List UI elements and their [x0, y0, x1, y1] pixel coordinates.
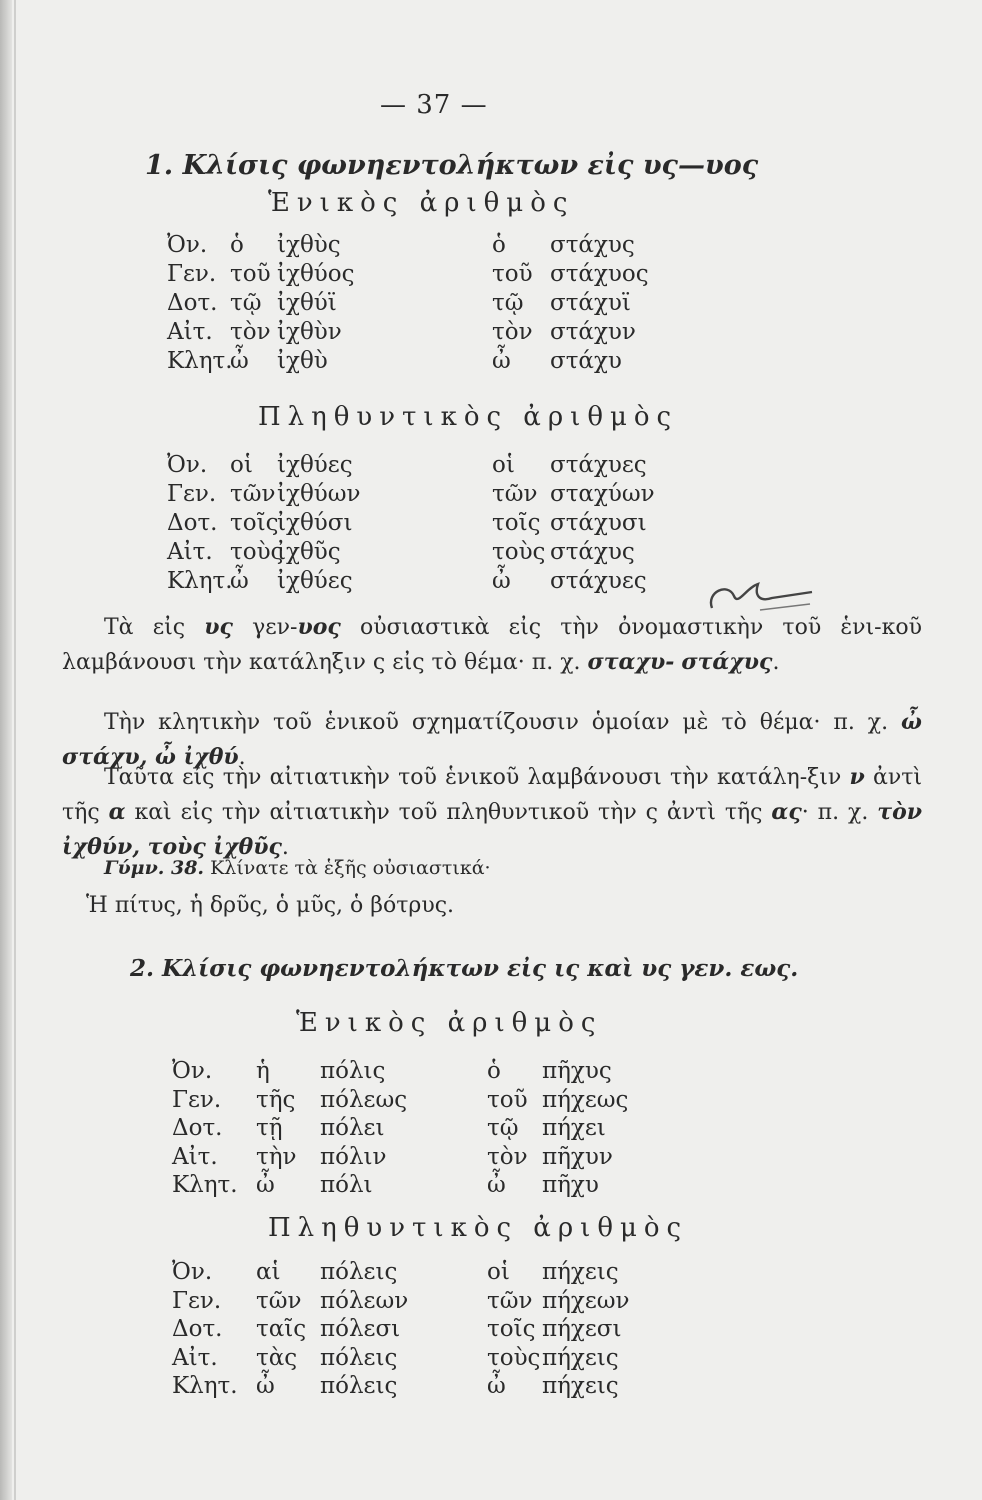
cell-word2: πήχεις: [542, 1373, 619, 1399]
cell-art2: τοὺς: [487, 1344, 541, 1371]
p1-text-6: .: [772, 650, 780, 675]
cell-art2: τοῖς: [492, 510, 541, 536]
cell-art1: ὦ: [230, 568, 249, 594]
cell-word1: ἰχθύες: [277, 452, 353, 478]
page-margin-line: [14, 0, 16, 1500]
section2-plural-title: Πληθυντικὸς ἀριθμὸς: [268, 1213, 689, 1243]
cell-word1: πόλεις: [320, 1259, 398, 1285]
p3-bold-3: ας: [771, 799, 802, 825]
p3-bold-4: τὸν ἰχθύν, τοὺς ἰχθῦς: [62, 799, 923, 860]
cell-art1: ἡ: [256, 1058, 270, 1084]
cell-art1: τοῖς: [230, 510, 279, 536]
cell-art1: ὁ: [230, 232, 244, 258]
cell-case: Ὀν.: [167, 452, 208, 478]
cell-art1: τῆς: [256, 1086, 296, 1113]
section2-heading: 2. Κλίσις φωνηεντολήκτων εἰς ις καὶ υς γεν. εως.: [130, 955, 799, 982]
cell-art2: τοὺς: [492, 539, 546, 565]
cell-case: Γεν.: [172, 1287, 222, 1314]
cell-word2: στάχυς: [550, 539, 635, 565]
cell-art2: ὦ: [492, 348, 511, 374]
cell-word2: πήχεις: [542, 1259, 619, 1285]
cell-word1: ἰχθὺς: [277, 232, 341, 258]
cell-art2: ὁ: [487, 1058, 501, 1084]
cell-art2: τῷ: [487, 1115, 519, 1141]
cell-case: Γεν.: [167, 261, 217, 287]
cell-case: Δοτ.: [172, 1115, 223, 1141]
cell-art1: ὦ: [256, 1373, 275, 1399]
cell-case: Κλητ.: [167, 348, 233, 374]
cell-art1: ταῖς: [256, 1316, 307, 1342]
cell-art2: ὁ: [492, 232, 506, 258]
cell-case: Κλητ.: [167, 568, 233, 594]
cell-art2: οἱ: [492, 452, 515, 478]
p1-bold-1: υς: [204, 614, 233, 640]
cell-case: Κλητ.: [172, 1373, 238, 1399]
cell-art2: ὦ: [492, 568, 511, 594]
cell-art2: τοῦ: [492, 261, 533, 287]
cell-word2: πήχεις: [542, 1344, 619, 1371]
cell-word2: στάχυσι: [550, 510, 647, 536]
cell-word1: ἰχθύσι: [277, 510, 353, 536]
p2-text-1: Τὴν κλητικὴν τοῦ ἑνικοῦ σχηματίζουσιν ὁμοίαν μὲ τὸ θέμα· π. χ.: [104, 710, 902, 735]
cell-word2: στάχυες: [550, 452, 647, 478]
cell-word2: πῆχυν: [542, 1143, 613, 1170]
cell-word2: πῆχυ: [542, 1172, 599, 1198]
cell-word2: στάχυες: [550, 568, 647, 594]
cell-art2: ὦ: [487, 1373, 506, 1399]
cell-art2: τῶν: [487, 1287, 533, 1314]
cell-art1: τῷ: [230, 290, 262, 316]
p1-bold-2: υος: [297, 614, 341, 640]
cell-case: Αἰτ.: [172, 1143, 218, 1170]
p3-text-2: ἀντὶ τῆς: [62, 765, 922, 825]
cell-art1: τοὺς: [230, 539, 284, 565]
exercise-words: Ἡ πίτυς, ἡ δρῦς, ὁ μῦς, ὁ βότρυς.: [86, 893, 455, 918]
cell-art1: ὦ: [256, 1172, 275, 1198]
cell-word2: στάχυν: [550, 319, 636, 345]
cell-word1: πόλεσι: [320, 1316, 401, 1342]
p3-text-7: .: [281, 835, 289, 860]
cell-case: Αἰτ.: [172, 1344, 218, 1371]
paragraph-1: [62, 610, 922, 680]
page-number: — 37 —: [380, 90, 488, 120]
p2-bold-1: ὦ στάχυ, ὦ ἰχθύ: [62, 709, 922, 770]
cell-art1: τοῦ: [230, 261, 271, 287]
cell-art2: τὸν: [487, 1143, 528, 1170]
cell-art2: οἱ: [487, 1259, 510, 1285]
paragraph-3: [62, 760, 922, 865]
p1-text-5: εἰς τὸ θέμα· π. χ.: [385, 650, 588, 675]
cell-word1: ἰχθύων: [277, 481, 361, 507]
p3-text-4: ς: [645, 800, 658, 825]
p3-bold-1: ν: [849, 764, 865, 790]
cell-art1: τὰς: [256, 1344, 298, 1371]
cell-word1: πόλεις: [320, 1344, 398, 1371]
section1-plural-title: Πληθυντικὸς ἀριθμὸς: [258, 402, 679, 432]
cell-art1: οἱ: [230, 452, 253, 478]
cell-word2: πήχεως: [542, 1086, 629, 1113]
p1-text-4: ς: [372, 650, 386, 675]
cell-case: Γεν.: [167, 481, 217, 507]
cell-word2: στάχυ: [550, 348, 622, 374]
cell-word2: πήχει: [542, 1115, 606, 1141]
cell-art2: ὦ: [487, 1172, 506, 1198]
cell-art2: τὸν: [492, 319, 533, 345]
exercise-instruction: Κλίνατε τὰ ἑξῆς οὐσιαστικά·: [204, 857, 491, 879]
cell-art1: τῶν: [230, 481, 276, 507]
exercise-line: [104, 857, 491, 879]
cell-case: Ὀν.: [172, 1058, 213, 1084]
cell-word2: στάχυος: [550, 261, 649, 287]
p1-text-1: Τὰ εἰς: [104, 615, 205, 640]
cell-case: Κλητ.: [172, 1172, 238, 1198]
cell-word2: στάχυϊ: [550, 290, 631, 316]
cell-art1: τὸν: [230, 319, 271, 345]
cell-word1: πόλει: [320, 1115, 385, 1141]
cell-art1: αἱ: [256, 1259, 281, 1285]
cell-art1: τῇ: [256, 1115, 283, 1141]
cell-word2: σταχύων: [550, 481, 655, 507]
p3-text-3: καὶ εἰς τὴν αἰτιατικὴν τοῦ πληθυντικοῦ τὴν: [125, 800, 646, 825]
cell-art2: τῶν: [492, 481, 538, 507]
cell-word1: πόλεων: [320, 1287, 409, 1314]
cell-art2: τοῖς: [487, 1316, 536, 1342]
section2-singular-title: Ἑνικὸς ἀριθμὸς: [296, 1008, 603, 1038]
p1-text-2: γεν-: [232, 615, 298, 640]
cell-art1: τῶν: [256, 1287, 302, 1314]
cell-art1: τὴν: [256, 1143, 297, 1170]
cell-word1: ἰχθύος: [277, 261, 355, 287]
exercise-label: Γύμν. 38.: [104, 857, 205, 879]
cell-word1: ἰχθύϊ: [277, 290, 337, 316]
cell-word1: ἰχθῦς: [277, 539, 341, 565]
cell-case: Γεν.: [172, 1086, 222, 1113]
cell-word2: πήχεσι: [542, 1316, 622, 1342]
p1-bold-3: σταχυ-: [587, 649, 675, 675]
cell-case: Αἰτ.: [167, 319, 213, 345]
cell-word1: πόλις: [320, 1058, 386, 1084]
section1-heading: 1. Κλίσις φωνηεντολήκτων εἰς υς—υος: [145, 150, 759, 181]
cell-word2: πήχεων: [542, 1287, 630, 1314]
p3-text-5: ἀντὶ τῆς: [657, 800, 772, 825]
cell-case: Αἰτ.: [167, 539, 213, 565]
cell-case: Δοτ.: [167, 510, 218, 536]
cell-case: Δοτ.: [167, 290, 218, 316]
p2-text-2: .: [238, 745, 246, 770]
cell-word1: πόλιν: [320, 1143, 387, 1170]
cell-word1: πόλεως: [320, 1086, 408, 1113]
cell-art2: τῷ: [492, 290, 524, 316]
cell-case: Ὀν.: [172, 1259, 213, 1285]
cell-word2: πῆχυς: [542, 1058, 612, 1084]
section1-singular-title: Ἑνικὸς ἀριθμὸς: [268, 188, 575, 218]
cell-word1: πόλι: [320, 1172, 373, 1198]
p1-bold-4: στάχυς: [681, 649, 773, 675]
p3-bold-2: α: [108, 799, 126, 825]
cell-word1: ἰχθὺν: [277, 319, 342, 345]
p3-text-6: · π. χ.: [801, 800, 878, 825]
cell-word1: πόλεις: [320, 1373, 398, 1399]
p3-text-1: Ταῦτα εἰς τὴν αἰτιατικὴν τοῦ ἑνικοῦ λαμβάνουσι τὴν κατάλη-ξιν: [104, 765, 850, 790]
cell-case: Δοτ.: [172, 1316, 223, 1342]
cell-art2: τοῦ: [487, 1086, 528, 1113]
cell-word2: στάχυς: [550, 232, 635, 258]
cell-art1: ὦ: [230, 348, 249, 374]
cell-word1: ἰχθὺ: [277, 348, 328, 374]
p1-text-3: οὐσιαστικὰ εἰς τὴν ὀνομαστικὴν τοῦ ἑνι-κοῦ λαμβάνουσι τὴν κατάληξιν: [62, 615, 922, 675]
cell-case: Ὀν.: [167, 232, 208, 258]
cell-word1: ἰχθύες: [277, 568, 353, 594]
page-binding-edge: [0, 0, 12, 1500]
